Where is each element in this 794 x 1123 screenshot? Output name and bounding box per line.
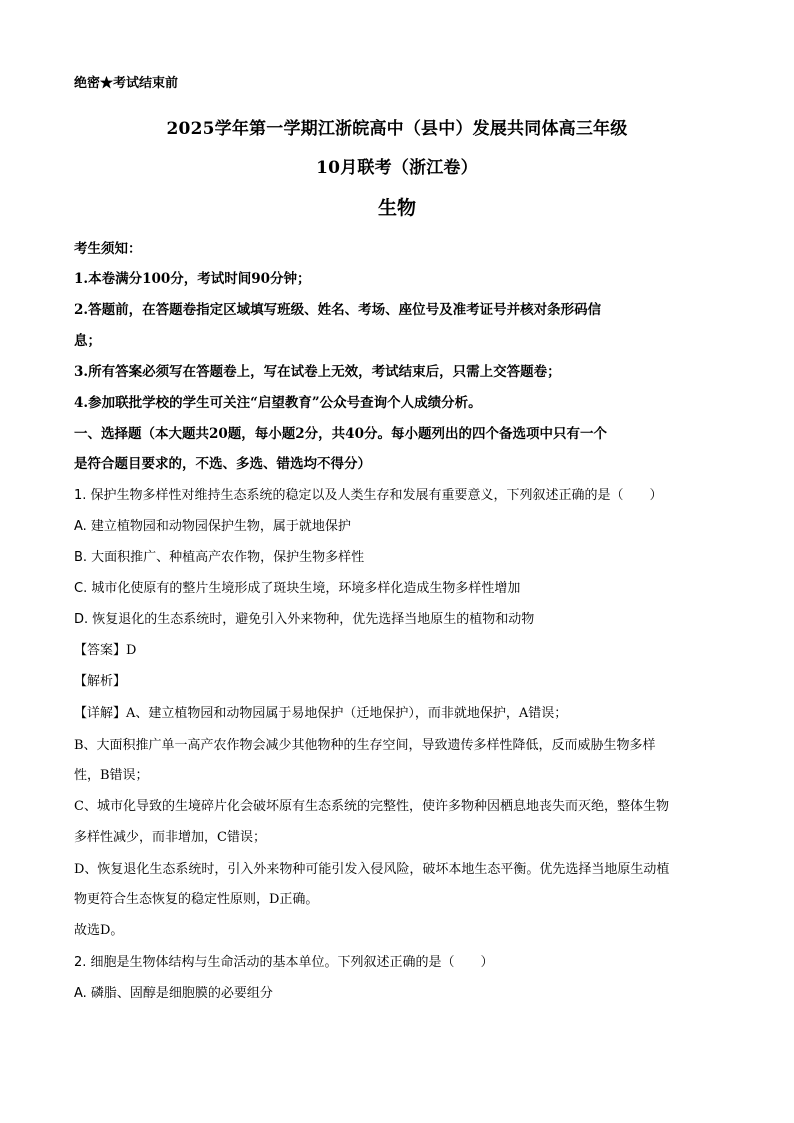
answer-line: [74, 639, 136, 658]
question-1-option-c: C. 城市化使原有的整片生境形成了斑块生境，环境多样化造成生物多样性增加: [74, 581, 521, 596]
detail-line: 多样性减少，而非增加，C错误；: [74, 830, 266, 845]
detail-line: D、恢复退化生态系统时，引入外来物种可能引发入侵风险，破坏本地生态平衡。优先选择当地原生动植: [74, 862, 670, 877]
notice-item: 2.答题前，在答题卷指定区域填写班级、姓名、考场、座位号及准考证号并核对条形码信: [74, 302, 602, 318]
detail-text: A、建立植物园和动物园属于易地保护（迁地保护），而非就地保护，A错误；: [126, 706, 568, 721]
answer-value: D: [126, 643, 137, 658]
exam-title-line1: 2025学年第一学期江浙皖高中（县中）发展共同体高三年级: [166, 119, 628, 139]
notice-item: 3.所有答案必须写在答题卷上，写在试卷上无效，考试结束后，只需上交答题卷；: [74, 364, 561, 380]
subject-title: 生物: [377, 197, 416, 219]
detail-line: 性，B错误；: [74, 768, 149, 783]
answer-tag: 【答案】: [74, 643, 127, 658]
section-heading-line2: 是符合题目要求的，不选、多选、错选均不得分）: [74, 456, 371, 472]
notice-item: 息；: [74, 333, 101, 349]
detail-tag: 【详解】: [74, 706, 127, 721]
detail-line: C、城市化导致的生境碎片化会破坏原有生态系统的完整性，使许多物种因栖息地丧失而灭绝，整体生物: [74, 799, 669, 814]
notice-heading: 考生须知：: [74, 241, 142, 257]
question-1-stem: 1. 保护生物多样性对维持生态系统的稳定以及人类生存和发展有重要意义，下列叙述正确的是（ ）: [74, 488, 663, 503]
detail-line: [74, 702, 567, 721]
question-1-option-b: B. 大面积推广、种植高产农作物，保护生物多样性: [74, 550, 365, 565]
conclusion-line: 故选D。: [74, 923, 124, 938]
notice-item: 4.参加联批学校的学生可关注“启望教育”公众号查询个人成绩分析。: [74, 395, 482, 411]
section-heading-line1: 一、选择题（本大题共20题，每小题2分，共40分。每小题列出的四个备选项中只有一个: [74, 426, 607, 442]
analysis-tag: 【解析】: [74, 674, 127, 689]
question-2-stem: 2. 细胞是生物体结构与生命活动的基本单位。下列叙述正确的是（ ）: [74, 955, 494, 970]
question-2-option-a: A. 磷脂、固醇是细胞膜的必要组分: [74, 986, 273, 1001]
exam-title-line2: 10月联考（浙江卷）: [316, 158, 478, 178]
detail-line: 物更符合生态恢复的稳定性原则，D正确。: [74, 892, 319, 907]
question-1-option-d: D. 恢复退化的生态系统时，避免引入外来物种，优先选择当地原生的植物和动物: [74, 612, 535, 627]
detail-line: B、大面积推广单一高产农作物会减少其他物种的生存空间，导致遗传多样性降低，反而威胁生物多样: [74, 738, 656, 753]
question-1-option-a: A. 建立植物园和动物园保护生物，属于就地保护: [74, 519, 351, 534]
notice-item: 1.本卷满分100分，考试时间90分钟；: [74, 271, 311, 287]
confidential-label: 绝密★考试结束前: [74, 76, 179, 91]
